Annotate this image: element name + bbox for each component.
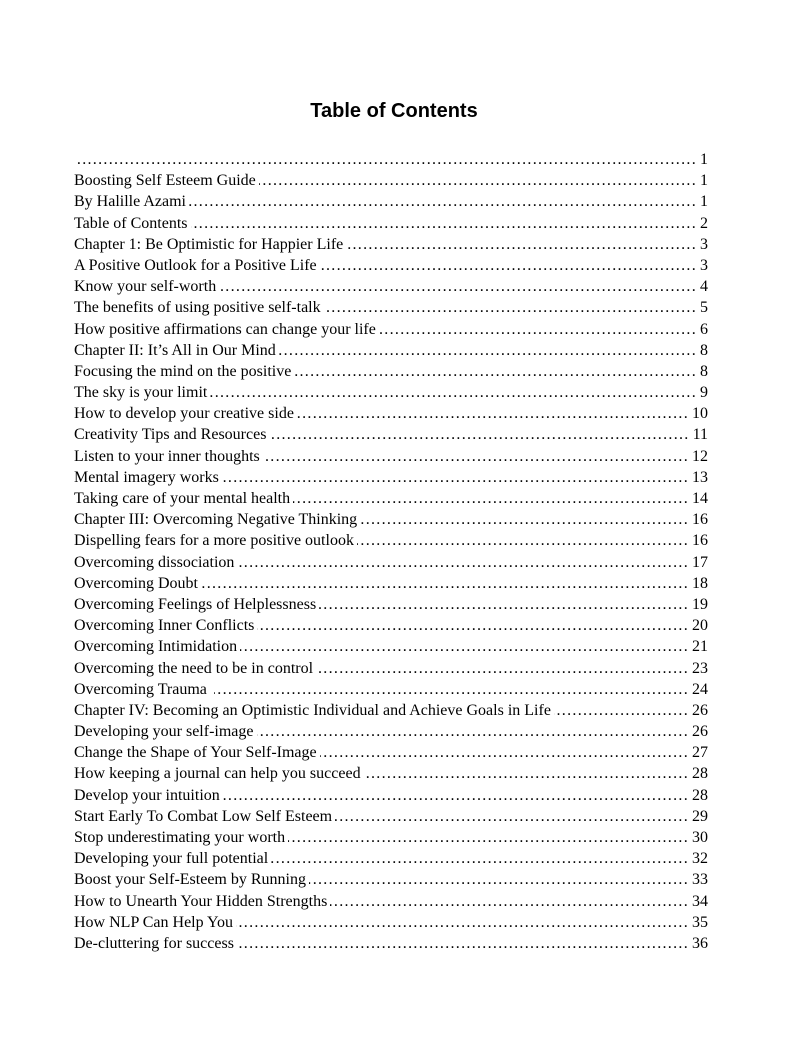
- toc-entry-label: Boosting Self Esteem Guide: [74, 172, 256, 190]
- toc-entry[interactable]: [74, 721, 708, 742]
- toc-page-number: 16: [692, 511, 708, 529]
- toc-page-number: 16: [692, 532, 708, 550]
- toc-entry-label: Developing your self-image: [74, 723, 254, 741]
- toc-dot-leader: [237, 552, 689, 573]
- toc-entry[interactable]: [74, 933, 708, 954]
- toc-entry[interactable]: [74, 615, 708, 636]
- toc-entry-label: Dispelling fears for a more positive outlook: [74, 532, 354, 550]
- toc-entry-label: Overcoming Feelings of Helplessness: [74, 595, 317, 613]
- toc-entry[interactable]: [74, 424, 708, 445]
- toc-page-number: 19: [692, 595, 708, 613]
- toc-entry-label: How keeping a journal can help you succeed: [74, 765, 361, 783]
- toc-dot-leader: [379, 319, 697, 340]
- toc-page-number: 34: [692, 892, 708, 910]
- toc-entry[interactable]: [74, 869, 708, 890]
- toc-dot-leader: [237, 933, 689, 954]
- toc-dot-leader: [357, 530, 689, 551]
- toc-dot-leader: [346, 234, 697, 255]
- toc-entry-label: Focusing the mind on the positive: [74, 362, 292, 380]
- toc-entry-label: The sky is your limit: [74, 384, 208, 402]
- toc-dot-leader: [364, 763, 689, 784]
- toc-entry-label: Boost your Self-Esteem by Running: [74, 871, 306, 889]
- toc-dot-leader: [189, 191, 697, 212]
- toc-page-number: 17: [692, 553, 708, 571]
- toc-entry[interactable]: [74, 742, 708, 763]
- toc-dot-leader: [324, 297, 697, 318]
- toc-entry[interactable]: [74, 403, 708, 424]
- toc-dot-leader: [201, 573, 689, 594]
- toc-entry-label: How NLP Can Help You: [74, 913, 233, 931]
- toc-entry-label: Chapter III: Overcoming Negative Thinking: [74, 511, 358, 529]
- toc-page-number: 1: [700, 193, 708, 211]
- toc-entry-label: The benefits of using positive self-talk: [74, 299, 321, 317]
- toc-entry-label: Table of Contents: [74, 214, 188, 232]
- toc-dot-leader: [320, 742, 689, 763]
- toc-dot-leader: [360, 509, 689, 530]
- toc-page-number: 26: [692, 723, 708, 741]
- toc-dot-leader: [293, 488, 689, 509]
- toc-dot-leader: [335, 806, 689, 827]
- toc-entry[interactable]: [74, 848, 708, 869]
- table-of-contents: [74, 149, 708, 954]
- toc-entry[interactable]: [74, 530, 708, 551]
- toc-page-number: 3: [700, 235, 708, 253]
- toc-dot-leader: [219, 276, 697, 297]
- toc-entry[interactable]: [74, 594, 708, 615]
- toc-page-number: 5: [700, 299, 708, 317]
- toc-dot-leader: [269, 424, 689, 445]
- toc-entry[interactable]: [74, 552, 708, 573]
- toc-entry-label: Stop underestimating your worth: [74, 829, 286, 846]
- toc-entry[interactable]: [74, 679, 708, 700]
- toc-dot-leader: [214, 679, 689, 700]
- toc-page-number: 24: [692, 680, 708, 698]
- toc-page-number: 26: [692, 701, 708, 719]
- toc-page-number: 36: [692, 934, 708, 952]
- toc-dot-leader: [77, 149, 697, 170]
- toc-page-number: 21: [692, 638, 708, 656]
- toc-entry-label: Overcoming dissociation: [74, 553, 235, 571]
- toc-page-number: 14: [692, 490, 708, 507]
- toc-dot-leader: [288, 827, 689, 848]
- toc-entry-label: Creativity Tips and Resources: [74, 426, 267, 444]
- toc-entry[interactable]: [74, 636, 708, 657]
- toc-entry-label: Know your self-worth: [74, 278, 217, 296]
- toc-dot-leader: [279, 340, 697, 361]
- toc-dot-leader: [554, 700, 689, 721]
- toc-entry[interactable]: [74, 340, 708, 361]
- toc-entry[interactable]: [74, 234, 708, 255]
- toc-dot-leader: [222, 467, 689, 488]
- toc-page-number: 20: [692, 617, 708, 635]
- toc-entry-label: Overcoming Trauma: [74, 680, 211, 698]
- toc-dot-leader: [240, 636, 689, 657]
- toc-dot-leader: [319, 594, 689, 615]
- toc-entry[interactable]: [74, 467, 708, 488]
- toc-dot-leader: [223, 785, 689, 806]
- toc-entry-label: Chapter IV: Becoming an Optimistic Individual and Achieve Goals in Life: [74, 701, 551, 719]
- toc-page-number: 12: [692, 447, 708, 465]
- toc-entry-label: Start Early To Combat Low Self Esteem: [74, 807, 333, 825]
- toc-entry[interactable]: [74, 213, 708, 234]
- toc-page-number: 4: [700, 278, 708, 296]
- toc-dot-leader: [320, 255, 697, 276]
- toc-entry-label: How positive affirmations can change your life: [74, 320, 376, 338]
- toc-page-number: 1: [700, 151, 708, 168]
- toc-entry-label: De-cluttering for success: [74, 934, 234, 952]
- toc-entry[interactable]: [74, 763, 708, 784]
- toc-dot-leader: [257, 615, 689, 636]
- toc-entry[interactable]: [74, 912, 708, 933]
- toc-entry[interactable]: [74, 700, 708, 721]
- toc-entry[interactable]: [74, 191, 708, 212]
- toc-page-number: 8: [700, 362, 708, 380]
- toc-dot-leader: [210, 382, 697, 403]
- toc-page-number: 27: [692, 744, 708, 762]
- toc-entry[interactable]: [74, 255, 708, 276]
- toc-entry-label: Overcoming Doubt: [74, 574, 198, 592]
- toc-entry[interactable]: [74, 573, 708, 594]
- toc-entry-label: Overcoming the need to be in control: [74, 659, 314, 677]
- toc-entry-label: Taking care of your mental health: [74, 490, 291, 507]
- toc-dot-leader: [271, 848, 689, 869]
- toc-entry[interactable]: [74, 658, 708, 679]
- toc-entry[interactable]: [74, 149, 708, 170]
- toc-dot-leader: [316, 658, 689, 679]
- toc-entry-label: Overcoming Intimidation: [74, 638, 238, 656]
- toc-page-number: 18: [692, 574, 708, 592]
- toc-page-number: 32: [692, 850, 708, 868]
- toc-entry-label: Change the Shape of Your Self-Image: [74, 744, 317, 762]
- toc-dot-leader: [259, 170, 697, 191]
- toc-dot-leader: [236, 912, 689, 933]
- toc-page-number: 2: [700, 214, 708, 232]
- page-title: Table of Contents: [310, 100, 478, 122]
- toc-entry[interactable]: [74, 170, 708, 191]
- toc-page-number: 8: [700, 341, 708, 359]
- toc-entry-label: Chapter II: It’s All in Our Mind: [74, 341, 276, 359]
- toc-entry-label: By Halille Azami: [74, 193, 186, 211]
- toc-entry-label: Chapter 1: Be Optimistic for Happier Life: [74, 235, 344, 253]
- toc-page-number: 9: [700, 384, 708, 402]
- toc-entry[interactable]: [74, 806, 708, 827]
- toc-entry-label: How to Unearth Your Hidden Strengths: [74, 892, 328, 910]
- toc-page-number: 11: [692, 426, 708, 444]
- toc-page-number: 35: [692, 913, 708, 931]
- toc-dot-leader: [297, 403, 689, 424]
- toc-entry-label: Mental imagery works: [74, 468, 219, 486]
- toc-dot-leader: [191, 213, 697, 234]
- toc-page-number: 28: [692, 765, 708, 783]
- toc-page-number: 23: [692, 659, 708, 677]
- toc-entry[interactable]: [74, 785, 708, 806]
- toc-dot-leader: [330, 891, 689, 912]
- toc-page-number: 29: [692, 807, 708, 825]
- toc-entry-label: How to develop your creative side: [74, 405, 294, 423]
- toc-entry-label: Developing your full potential: [74, 850, 269, 868]
- toc-entry[interactable]: [74, 297, 708, 318]
- toc-entry-label: Listen to your inner thoughts: [74, 447, 260, 465]
- toc-entry[interactable]: [74, 361, 708, 382]
- toc-entry[interactable]: [74, 276, 708, 297]
- toc-dot-leader: [309, 869, 689, 890]
- toc-entry[interactable]: [74, 509, 708, 530]
- toc-dot-leader: [257, 721, 690, 742]
- toc-entry[interactable]: [74, 891, 708, 912]
- toc-entry-label: Overcoming Inner Conflicts: [74, 617, 255, 635]
- toc-page-number: 6: [700, 320, 708, 338]
- toc-entry[interactable]: [74, 827, 708, 848]
- toc-entry-label: A Positive Outlook for a Positive Life: [74, 256, 317, 274]
- toc-page-number: 28: [692, 786, 708, 804]
- toc-page-number: 1: [700, 172, 708, 190]
- toc-page-number: 10: [692, 405, 708, 423]
- toc-page-number: 33: [692, 871, 708, 889]
- toc-page-number: 13: [692, 468, 708, 486]
- toc-entry-label: Develop your intuition: [74, 786, 220, 804]
- toc-dot-leader: [294, 361, 697, 382]
- toc-entry[interactable]: [74, 319, 708, 340]
- toc-page-number: 30: [692, 829, 708, 846]
- toc-dot-leader: [263, 446, 689, 467]
- toc-page-number: 3: [700, 256, 708, 274]
- toc-entry[interactable]: [74, 488, 708, 509]
- toc-entry[interactable]: [74, 382, 708, 403]
- toc-entry[interactable]: [74, 446, 708, 467]
